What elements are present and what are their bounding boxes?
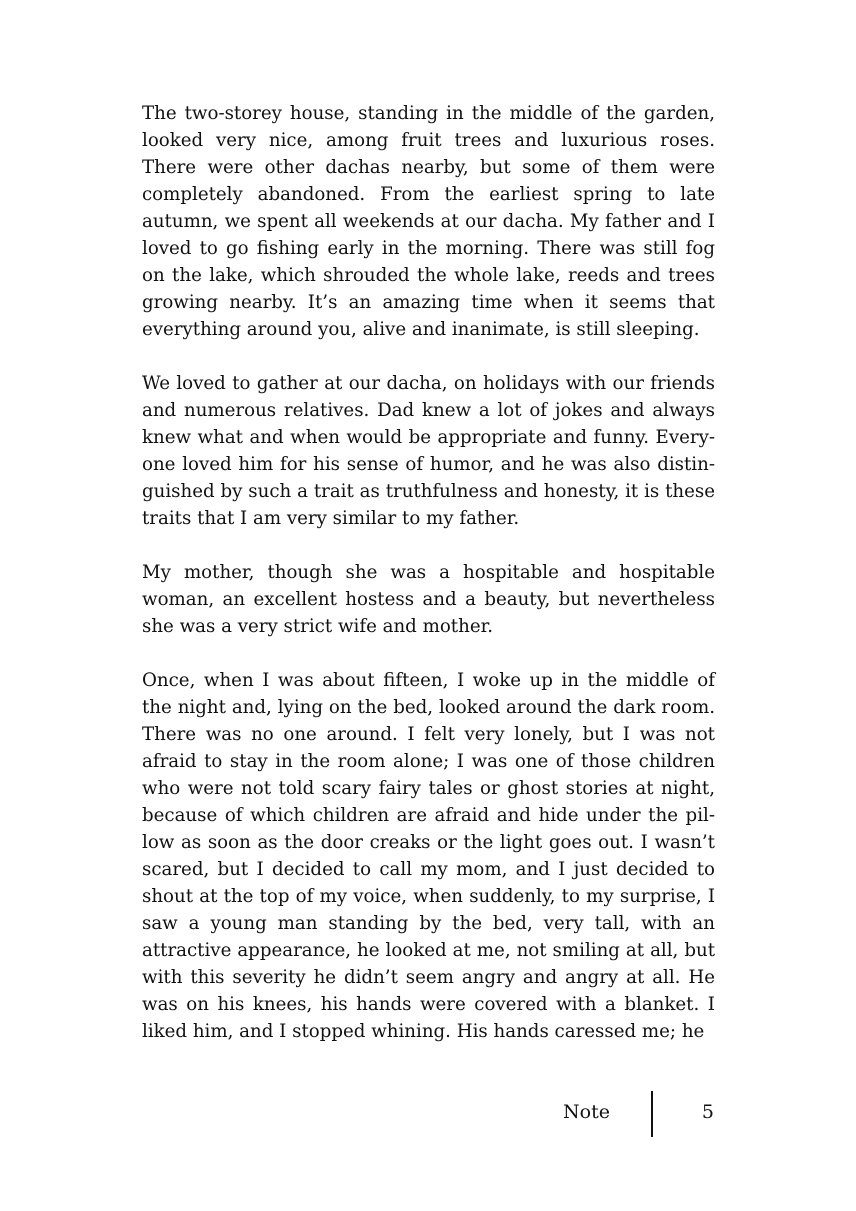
footer-divider	[651, 1091, 653, 1137]
paragraph-1: The two-storey house, standing in the middle of the garden, looked very nice, among fruit trees and luxurious roses. There were other dachas nearby, but some of them were completely abandoned. From the earliest spring to late autumn, we spent all weekends at our dacha. My father and I loved to go fishing early in the morning. There was still fog on the lake, which shrouded the whole lake, reeds and trees growing nearby. It’s an amazing time when it seems that everything around you, alive and inanimate, is still sleeping.	[142, 103, 715, 340]
body-text	[142, 100, 715, 1045]
running-footer-title: Note	[563, 1101, 610, 1123]
paragraph-3: My mother, though she was a hospitable and hospitable woman, an excellent hostess and a beauty, but nevertheless she was a very strict wife and mother.	[142, 562, 715, 637]
paragraph-4: Once, when I was about fifteen, I woke up in the middle of the night and, lying on the bed, looked around the dark room. There was no one around. I felt very lonely, but I was not afraid to stay in the room alone; I was one of those children who were not told scary fairy tales or ghost stories at night, because of which children are afraid and hide under the pillow as soon as the door creaks or the light goes out. I wasn’t scared, but I decided to call my mom, and I just decided to shout at the top of my voice, when suddenly, to my surprise, I saw a young man standing by the bed, very tall, with an attractive appearance, he looked at me, not smiling at all, but with this severity he didn’t seem angry and angry at all. He was on his knees, his hands were covered with a blanket. I liked him, and I stopped whining. His hands caressed me; he	[142, 670, 715, 1042]
paragraph-2: We loved to gather at our dacha, on holidays with our friends and numerous relatives. Dad knew a lot of jokes and always knew what and when would be appropriate and funny. Everyone loved him for his sense of humor, and he was also distinguished by such a trait as truthfulness and honesty, it is these traits that I am very similar to my father.	[142, 373, 715, 529]
page-number: 5	[701, 1101, 714, 1123]
page-footer	[0, 1091, 856, 1137]
